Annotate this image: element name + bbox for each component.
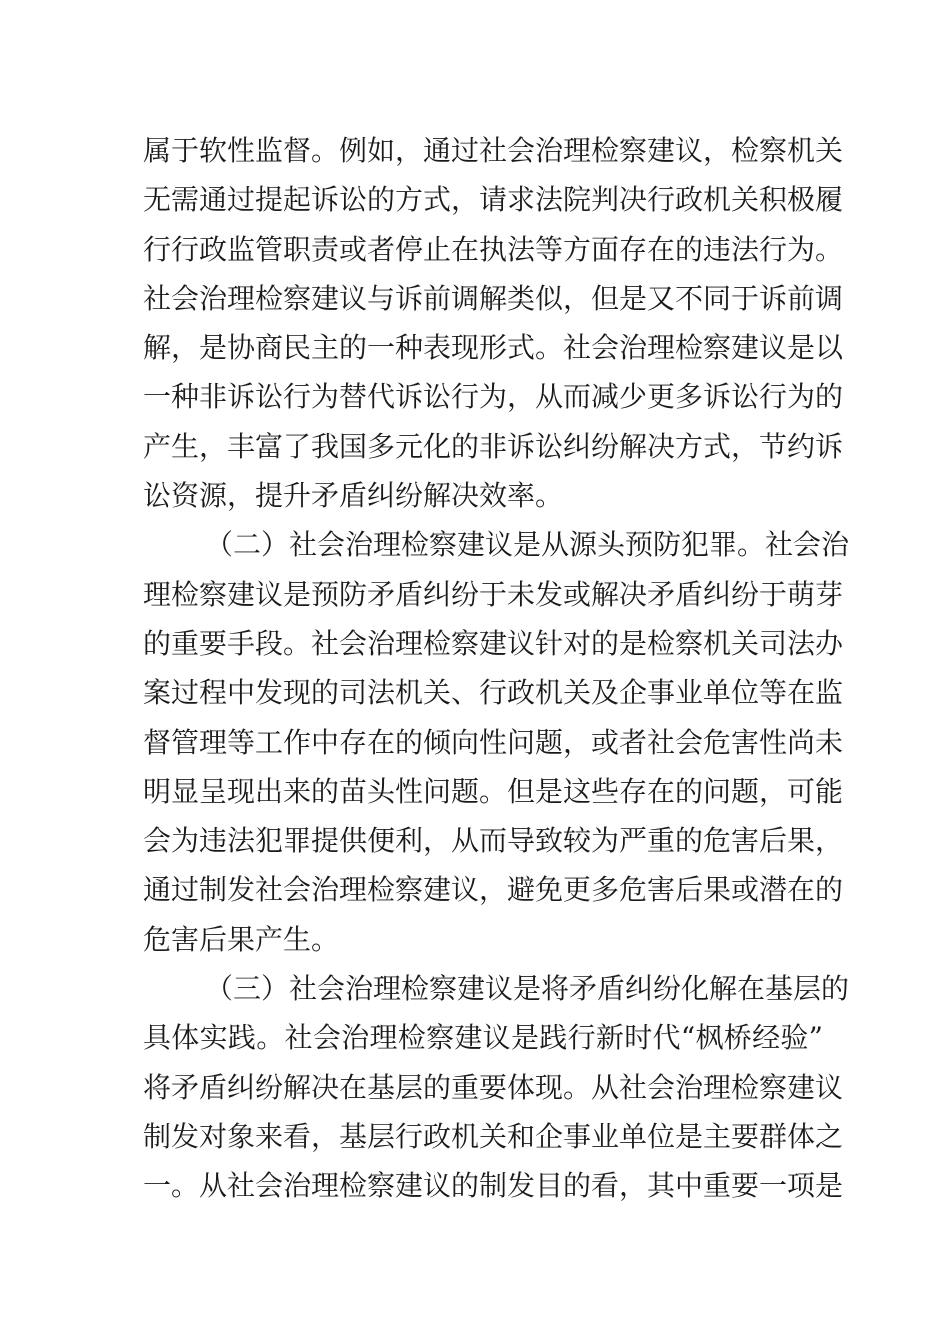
text-line: 危害后果产生。: [143, 922, 340, 956]
text-line: 属于软性监督。例如，通过社会治理检察建议，检察机关: [143, 134, 844, 167]
text-line: 明显呈现出来的苗头性问题。但是这些存在的问题，可能: [143, 774, 844, 808]
text-line: 督管理等工作中存在的倾向性问题，或者社会危害性尚未: [143, 725, 844, 759]
text-line: 案过程中发现的司法机关、行政机关及企事业单位等在监: [143, 676, 844, 710]
text-line: 的重要手段。社会治理检察建议针对的是检察机关司法办: [143, 626, 844, 660]
text-line: 无需通过提起诉讼的方式，请求法院判决行政机关积极履: [143, 183, 844, 217]
text-line: 行行政监管职责或者停止在执法等方面存在的违法行为。: [143, 232, 844, 266]
text-line: 讼资源，提升矛盾纠纷解决效率。: [143, 479, 564, 513]
text-line: 会为违法犯罪提供便利，从而导致较为严重的危害后果，: [143, 824, 844, 858]
text-line: 制发对象来看，基层行政机关和企事业单位是主要群体之: [143, 1119, 844, 1153]
text-line: 社会治理检察建议与诉前调解类似，但是又不同于诉前调: [143, 281, 844, 315]
text-line: （二）社会治理检察建议是从源头预防犯罪。社会治: [205, 528, 850, 562]
body-text: [143, 126, 850, 1211]
text-line: 一。从社会治理检察建议的制发目的看，其中重要一项是: [143, 1169, 844, 1203]
text-line: 将矛盾纠纷解决在基层的重要体现。从社会治理检察建议: [143, 1070, 844, 1104]
text-line: （三）社会治理检察建议是将矛盾纠纷化解在基层的: [205, 972, 850, 1006]
text-line: 通过制发社会治理检察建议，避免更多危害后果或潜在的: [143, 873, 844, 907]
text-line: 具体实践。社会治理检察建议是践行新时代“枫桥经验”: [143, 1021, 823, 1055]
text-line: 产生，丰富了我国多元化的非诉讼纠纷解决方式，节约诉: [143, 429, 844, 463]
text-line: 解，是协商民主的一种表现形式。社会治理检察建议是以: [143, 331, 844, 365]
text-line: 一种非诉讼行为替代诉讼行为，从而减少更多诉讼行为的: [143, 380, 844, 414]
text-line: 理检察建议是预防矛盾纠纷于未发或解决矛盾纠纷于萌芽: [143, 577, 844, 611]
